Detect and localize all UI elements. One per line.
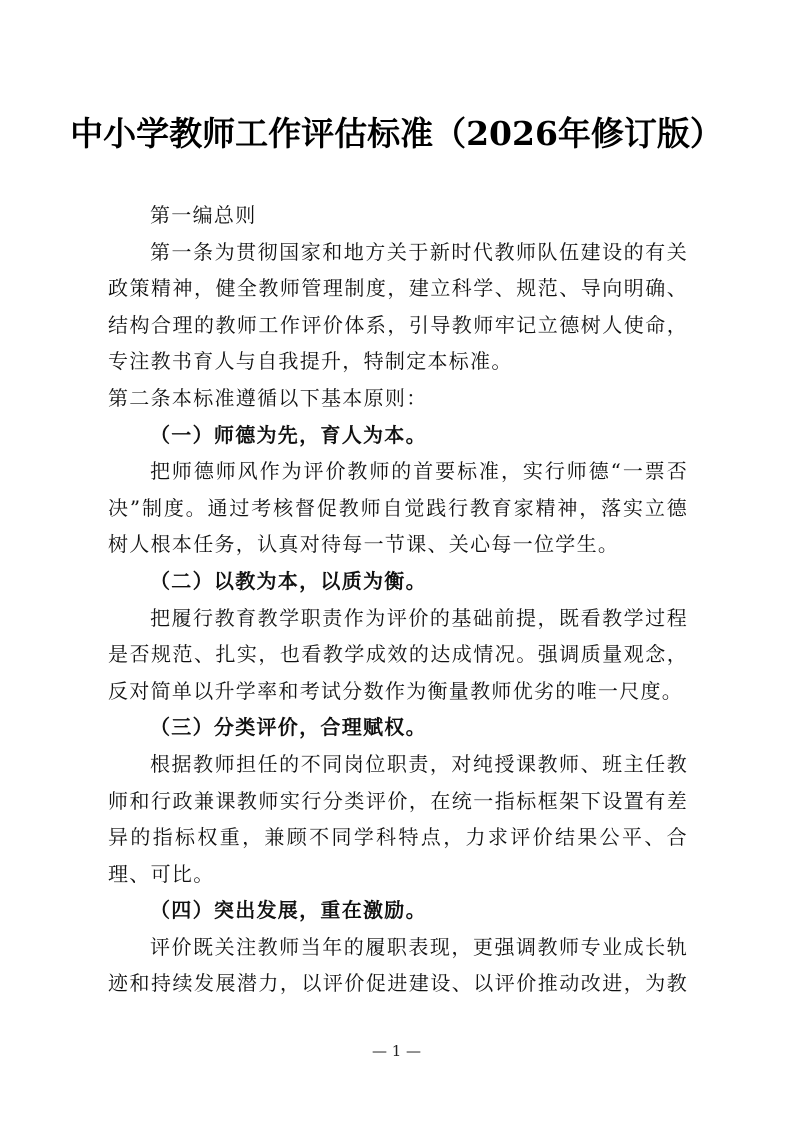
principle-heading: （三）分类评价，合理赋权。 [150,715,427,740]
article-paragraph: 第二条本标准遵循以下基本原则： [108,385,428,410]
document-title: 中小学教师工作评估标准（2026年修订版） [70,114,723,153]
document-body [108,197,688,1002]
article-paragraph: 第一条为贯彻国家和地方关于新时代教师队伍建设的有关政策精神，健全教师管理制度，建立科学、规范、导向明确、结构合理的教师工作评价体系，引导教师牢记立德树人使命，专注教书育人与自我提升，特制定本标准。 [108,239,688,374]
principle-paragraph: 把师德师风作为评价教师的首要标准，实行师德“一票否决”制度。通过考核督促教师自觉践行教育家精神，落实立德树人根本任务，认真对待每一节课、关心每一位学生。 [108,459,688,557]
page-number: — 1 — [371,1042,422,1060]
principle-heading: （四）突出发展，重在激励。 [150,898,427,923]
principle-heading: （二）以教为本，以质为衡。 [150,568,427,593]
principle-paragraph: 根据教师担任的不同岗位职责，对纯授课教师、班主任教师和行政兼课教师实行分类评价，在统一指标框架下设置有差异的指标权重，兼顾不同学科特点，力求评价结果公平、合理、可比。 [108,751,688,886]
principle-paragraph: 把履行教育教学职责作为评价的基础前提，既看教学过程是否规范、扎实，也看教学成效的达成情况。强调质量观念，反对简单以升学率和考试分数作为衡量教师优劣的唯一尺度。 [108,605,688,703]
principle-heading: （一）师德为先，育人为本。 [150,422,427,447]
principle-paragraph: 评价既关注教师当年的履职表现，更强调教师专业成长轨迹和持续发展潜力，以评价促进建设、以评价推动改进，为教 [108,934,688,996]
section-title: 第一编总则 [150,203,257,227]
